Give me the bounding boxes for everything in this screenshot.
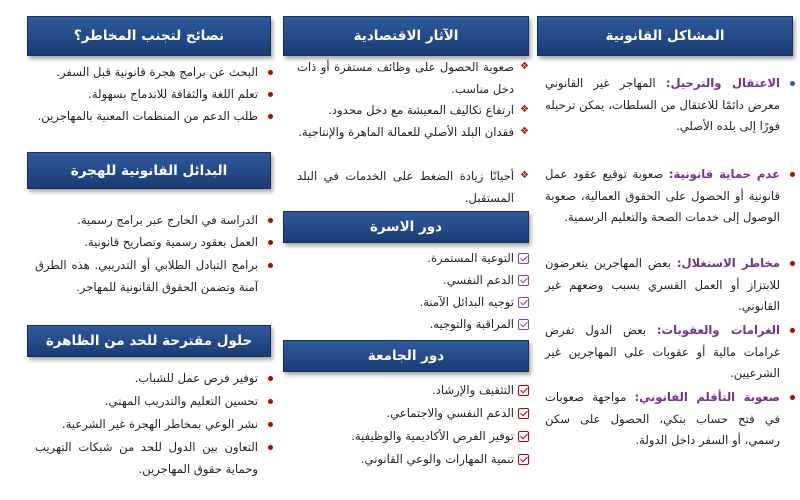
legal-item-text: مواجهة صعوبات في فتح حساب بنكي، الحصول على سكن رسمي، أو السفر داخل الدولة.	[545, 390, 780, 447]
family-title: دور الاسرة	[369, 219, 443, 235]
legal-item	[545, 387, 795, 452]
university-item: تنمية المهارات والوعي القانوني.	[309, 449, 529, 471]
alternatives-item: برامج التبادل الطلابي أو التدريبي. هذه الطرق آمنة وتضمن الحقوق القانونية للمهاجر.	[35, 255, 273, 298]
alternatives-title: البدائل القانونية للهجرة	[70, 162, 228, 179]
diamond-icon: ❖	[520, 170, 529, 181]
university-item: توفير الفرص الأكاديمية والوظيفية.	[309, 426, 529, 448]
tips-header	[27, 16, 271, 56]
legal-problems-title: المشاكل القانونية	[605, 28, 725, 44]
bullet-icon	[790, 395, 795, 400]
legal-item	[545, 320, 795, 385]
solutions-title: حلول مقترحة للحد من الظاهرة	[45, 333, 253, 349]
family-header	[283, 211, 529, 243]
family-item: توجيه البدائل الآمنة.	[309, 292, 529, 314]
alternatives-header	[27, 152, 271, 189]
family-item: التوعية المستمرة.	[309, 248, 529, 270]
economic-item: ❖ فقدان البلد الأصلي للعمالة الماهرة والإنتاجية.	[298, 125, 529, 139]
bullet-icon	[790, 81, 795, 86]
alternatives-item: العمل بعقود رسمية وتصاريح قانونية.	[35, 232, 273, 254]
solutions-header	[27, 325, 271, 357]
legal-item-key: مخاطر الاستغلال:	[676, 256, 780, 270]
tips-item: البحث عن برامج هجرة قانونية قبل السفر.	[35, 62, 273, 84]
tips-item: تعلم اللغة والثقافة للاندماج بسهولة.	[35, 84, 273, 106]
legal-item-key: عدم حماية قانونية:	[668, 167, 780, 181]
bullet-icon	[268, 376, 273, 381]
legal-item-key: صعوبة التأقلم القانوني:	[634, 390, 781, 404]
middle-column	[283, 0, 529, 500]
legal-item-text: صعوبة توقيع عقود عمل قانونية أو الحصول على الحقوق العمالية، صعوبة الوصول إلى خدمات الصحة والتعليم الرسمية.	[545, 167, 780, 224]
checkbox-icon	[518, 319, 529, 330]
bullet-icon	[790, 328, 795, 333]
legal-item-text: بعض المهاجرين يتعرضون للابتزاز أو العمل القسري بسبب وضعهم غير القانوني.	[545, 256, 780, 313]
university-item: التثقيف والإرشاد.	[309, 380, 529, 402]
family-item: المراقبة والتوجيه.	[309, 314, 529, 336]
economic-item: ❖ ارتفاع تكاليف المعيشة مع دخل محدود.	[328, 103, 529, 117]
bullet-icon	[790, 172, 795, 177]
checkbox-icon	[518, 275, 529, 286]
legal-item-text: بعض الدول تفرض غرامات مالية أو عقوبات على المهاجرين غير الشرعيين.	[545, 323, 780, 380]
bullet-icon	[268, 422, 273, 427]
bullet-icon	[268, 445, 273, 450]
university-header	[283, 340, 529, 372]
economic-title: الآثار الاقتصادية	[353, 28, 459, 44]
legal-item	[545, 253, 795, 318]
bullet-icon	[790, 261, 795, 266]
solutions-item: نشر الوعي بمخاطر الهجرة غير الشرعية.	[35, 414, 273, 436]
university-item: الدعم النفسي والاجتماعي.	[309, 403, 529, 425]
economic-item: ❖ صعوبة الحصول على وظائف مستقرة أو ذات دخل مناسب.	[297, 60, 529, 96]
checkbox-icon	[518, 385, 529, 396]
legal-item	[545, 73, 795, 138]
solutions-item: التعاون بين الدول للحد من شبكات التهريب وحماية حقوق المهاجرين.	[35, 437, 273, 480]
legal-problems-column	[537, 0, 795, 500]
checkbox-icon	[518, 408, 529, 419]
bullet-icon	[268, 399, 273, 404]
tips-title: نصائح لتجنب المخاطر؟	[73, 28, 225, 44]
tips-item: طلب الدعم من المنظمات المعنية بالمهاجرين.	[35, 106, 273, 128]
university-title: دور الجامعة	[367, 348, 445, 364]
left-column	[27, 0, 273, 500]
economic-header	[283, 16, 529, 56]
diamond-icon: ❖	[520, 126, 529, 137]
bullet-icon	[268, 92, 273, 97]
checkbox-icon	[518, 297, 529, 308]
bullet-icon	[268, 263, 273, 268]
legal-problems-header	[537, 16, 793, 56]
legal-item-key: الغرامات والعقوبات:	[656, 323, 780, 337]
legal-item-key: الاعتقال والترحيل:	[665, 76, 781, 90]
bullet-icon	[268, 218, 273, 223]
solutions-item: توفير فرص عمل للشباب.	[35, 368, 273, 390]
solutions-item: تحسين التعليم والتدريب المهني.	[35, 391, 273, 413]
checkbox-icon	[518, 454, 529, 465]
family-item: الدعم النفسي.	[309, 270, 529, 292]
bullet-icon	[268, 70, 273, 75]
economic-item: ❖ أحيانًا زيادة الضغط على الخدمات في البلد المستقبل.	[297, 169, 529, 205]
checkbox-icon	[518, 253, 529, 264]
bullet-icon	[268, 240, 273, 245]
alternatives-item: الدراسة في الخارج عبر برامج رسمية.	[35, 210, 273, 232]
diamond-icon: ❖	[520, 61, 529, 72]
legal-item	[545, 164, 795, 229]
checkbox-icon	[518, 431, 529, 442]
legal-item-text: المهاجر غير القانوني معرض دائمًا للاعتقال من السلطات، يمكن ترحيله فورًا إلى بلده الأصلي.	[545, 76, 780, 133]
diamond-icon: ❖	[520, 104, 529, 115]
bullet-icon	[268, 114, 273, 119]
